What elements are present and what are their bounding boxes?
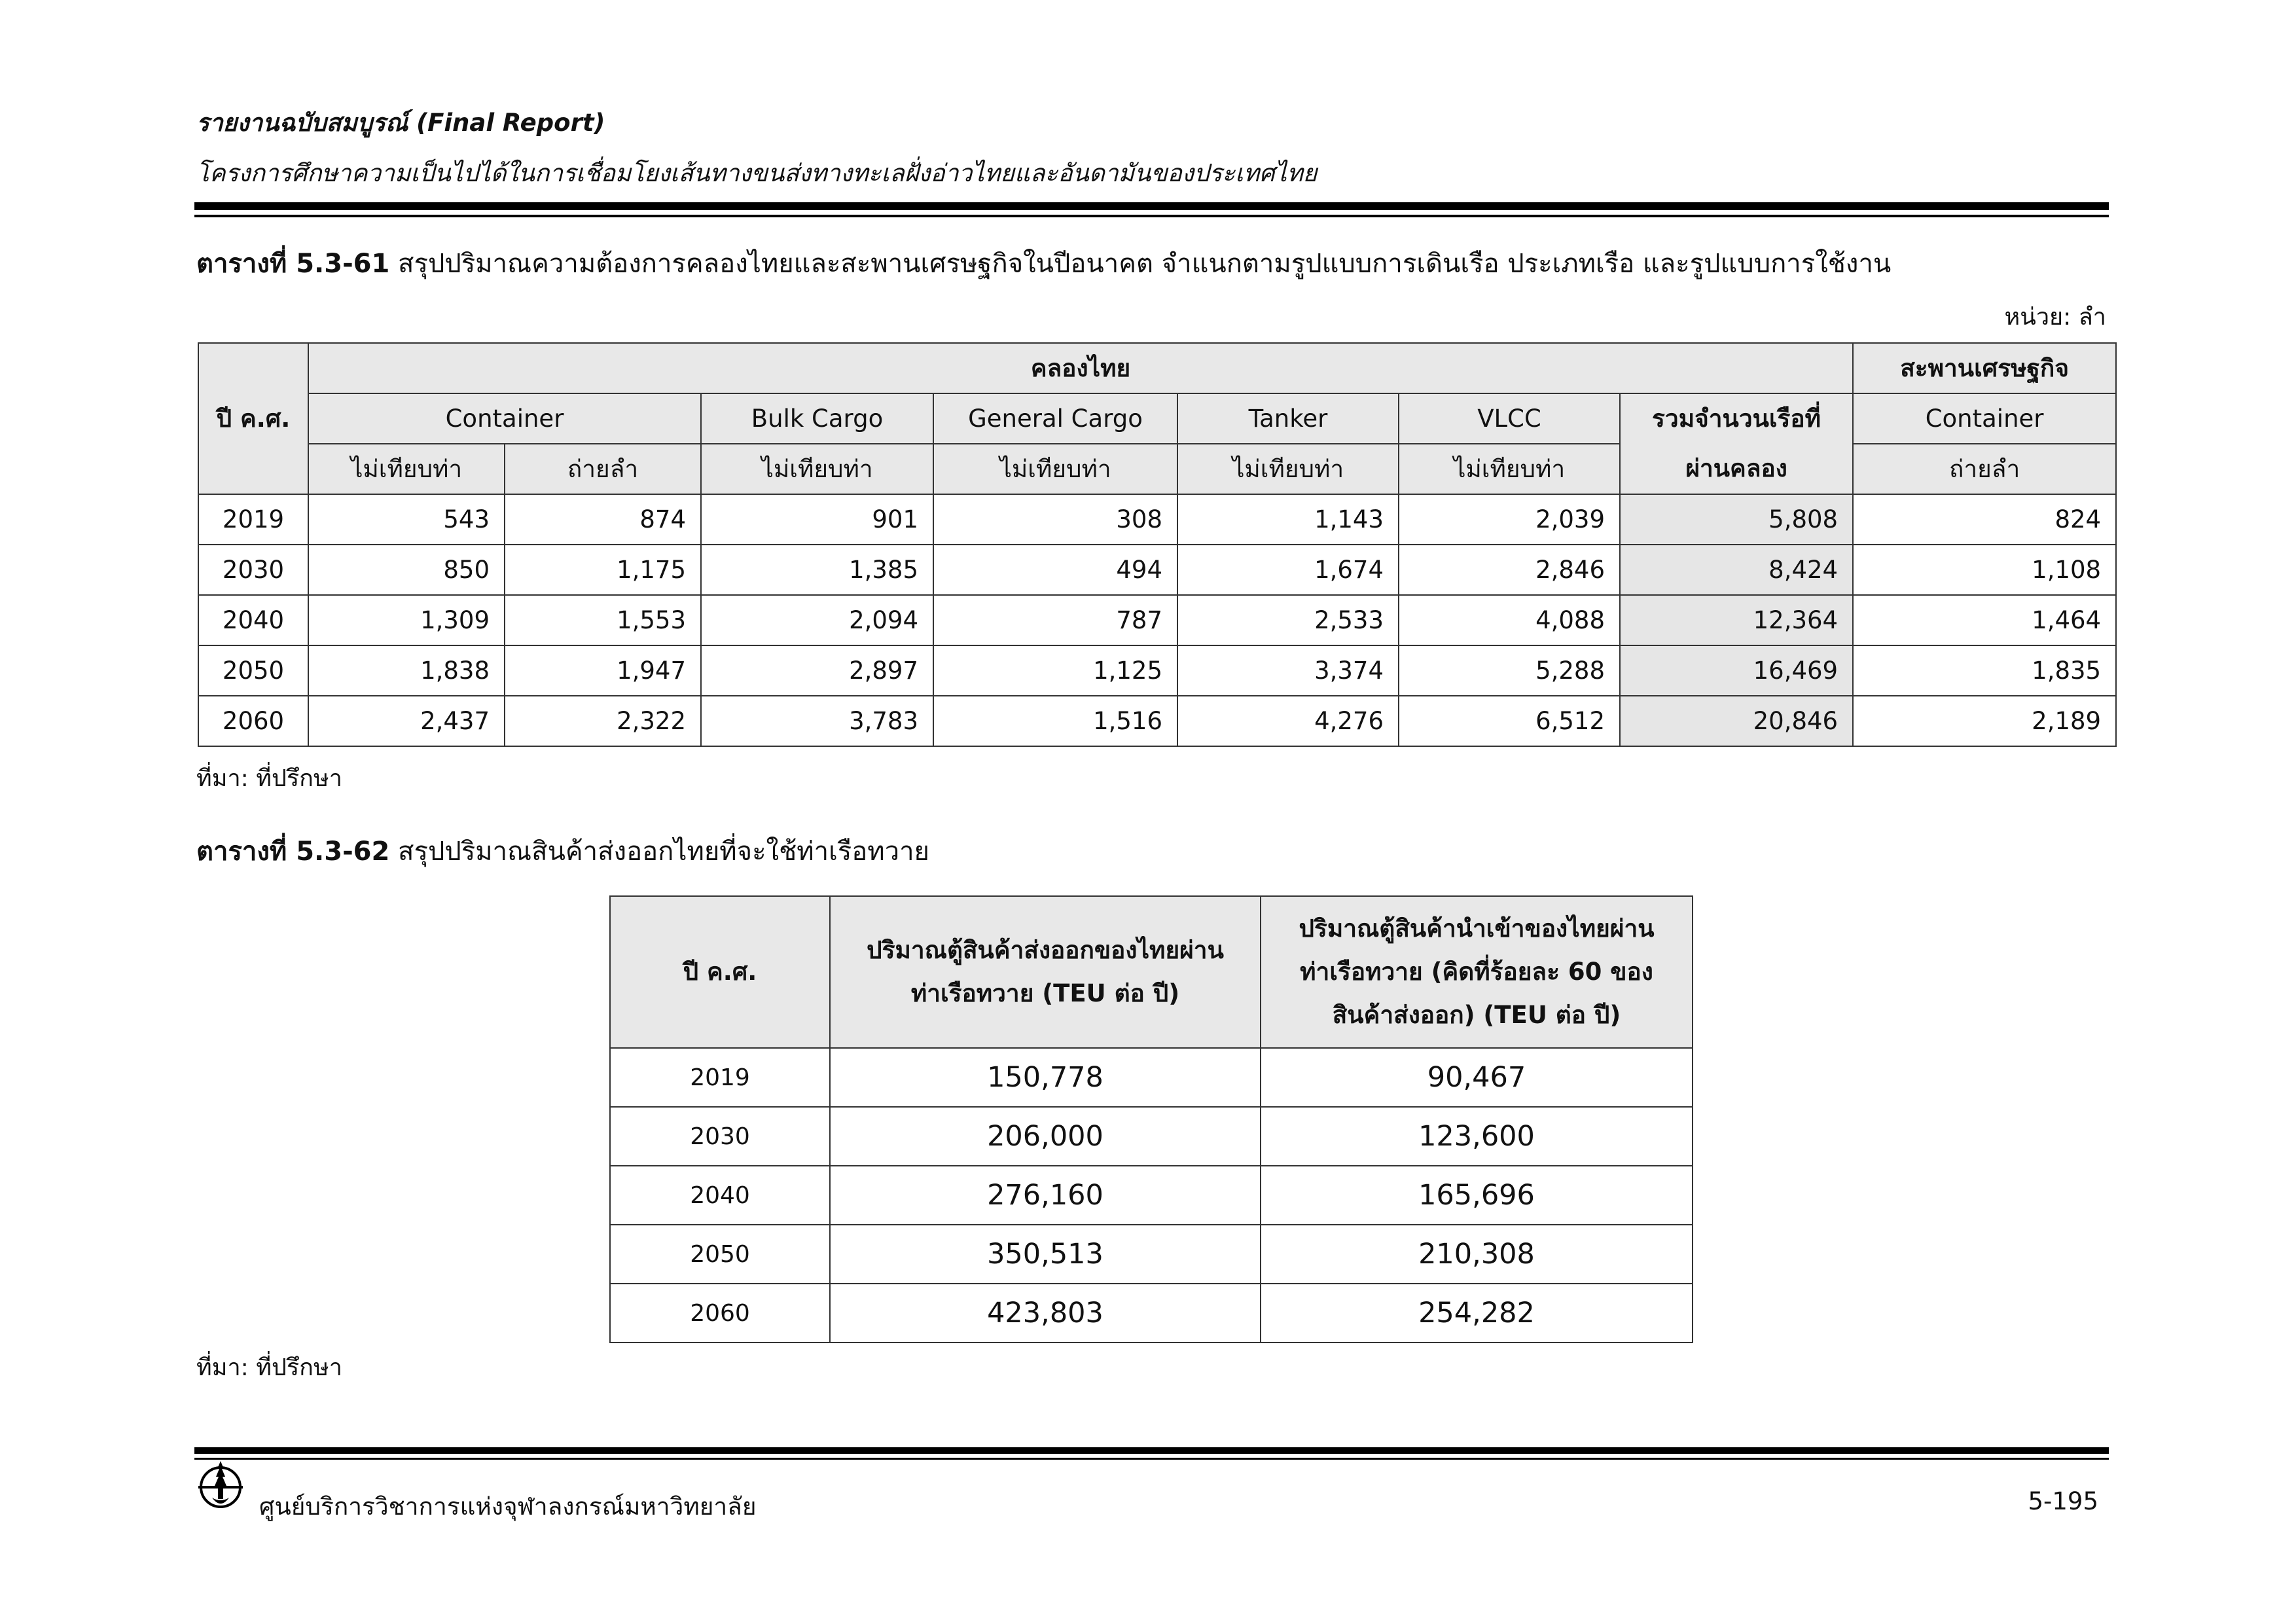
header-land-bridge: สะพานเศรษฐกิจ: [1853, 343, 2116, 393]
header-mode-no-berth: ไม่เทียบท่า: [308, 444, 505, 494]
table-row: [610, 1225, 1693, 1284]
cell-value: 1,385: [701, 545, 933, 595]
header-mode-transship: ถ่ายลำ: [1853, 444, 2116, 494]
cell-value: 1,553: [505, 595, 701, 645]
table-row: [610, 1284, 1693, 1343]
cell-total: 16,469: [1620, 645, 1853, 696]
cell-total: 12,364: [1620, 595, 1853, 645]
cell-year: 2030: [198, 545, 308, 595]
table1-caption-label: ตารางที่ 5.3-61: [196, 249, 390, 279]
table-row: [610, 1048, 1693, 1107]
cell-value: 1,309: [308, 595, 505, 645]
cell-value: 6,512: [1399, 696, 1620, 746]
cell-value: 1,125: [933, 645, 1177, 696]
table-row: [198, 645, 2116, 696]
cell-value: 2,094: [701, 595, 933, 645]
cell-value: 2,322: [505, 696, 701, 746]
header-year: ปี ค.ศ.: [610, 896, 830, 1048]
cell-value: 824: [1853, 494, 2116, 545]
cell-value: 787: [933, 595, 1177, 645]
cell-value: 4,276: [1177, 696, 1399, 746]
cell-import: 90,467: [1261, 1048, 1693, 1107]
cell-export: 206,000: [830, 1107, 1261, 1166]
cell-export: 423,803: [830, 1284, 1261, 1343]
cell-year: 2040: [610, 1166, 830, 1225]
cell-value: 1,516: [933, 696, 1177, 746]
header-vlcc: VLCC: [1399, 393, 1620, 444]
cell-year: 2040: [198, 595, 308, 645]
cell-import: 210,308: [1261, 1225, 1693, 1284]
header-bulk-cargo: Bulk Cargo: [701, 393, 933, 444]
table1-unit: หน่วย: ลำ: [2004, 304, 2106, 331]
table-row: [198, 545, 2116, 595]
table-row: [198, 696, 2116, 746]
table1-caption-text: สรุปปริมาณความต้องการคลองไทยและสะพานเศรษฐกิจในปีอนาคต จำแนกตามรูปแบบการเดินเรือ ประเภทเรือ และรูปแบบการใช้งาน: [389, 249, 1892, 279]
header-mode-no-berth: ไม่เทียบท่า: [701, 444, 933, 494]
cell-import: 254,282: [1261, 1284, 1693, 1343]
report-title: รายงานฉบับสมบูรณ์ (Final Report): [196, 109, 605, 137]
university-emblem-icon: [196, 1457, 245, 1515]
cell-value: 1,838: [308, 645, 505, 696]
header-export-teu: ปริมาณตู้สินค้าส่งออกของไทยผ่านท่าเรือทวาย (TEU ต่อ ปี): [830, 896, 1261, 1048]
cell-total: 20,846: [1620, 696, 1853, 746]
cell-export: 276,160: [830, 1166, 1261, 1225]
cell-year: 2050: [610, 1225, 830, 1284]
page-number: 5-195: [2028, 1487, 2098, 1515]
cell-value: 2,846: [1399, 545, 1620, 595]
cell-total: 8,424: [1620, 545, 1853, 595]
cell-value: 1,947: [505, 645, 701, 696]
ship-demand-table: [198, 342, 2117, 747]
cell-total: 5,808: [1620, 494, 1853, 545]
cell-value: 2,189: [1853, 696, 2116, 746]
cell-value: 5,288: [1399, 645, 1620, 696]
header-general-cargo: General Cargo: [933, 393, 1177, 444]
cell-year: 2050: [198, 645, 308, 696]
cell-value: 2,533: [1177, 595, 1399, 645]
header-mode-no-berth: ไม่เทียบท่า: [1399, 444, 1620, 494]
header-thai-canal: คลองไทย: [308, 343, 1853, 393]
header-year: ปี ค.ศ.: [198, 343, 308, 494]
footer-rule-thin: [194, 1458, 2109, 1460]
footer-rule-thick: [194, 1447, 2109, 1454]
header-container: Container: [308, 393, 701, 444]
header-bridge-container: Container: [1853, 393, 2116, 444]
cell-value: 850: [308, 545, 505, 595]
cell-year: 2019: [610, 1048, 830, 1107]
table2-caption-text: สรุปปริมาณสินค้าส่งออกไทยที่จะใช้ท่าเรือทวาย: [389, 837, 929, 867]
cell-value: 1,108: [1853, 545, 2116, 595]
dawei-port-table: [609, 895, 1693, 1343]
table1-source: ที่มา: ที่ปรึกษา: [196, 765, 342, 792]
header-total-ships: รวมจำนวนเรือที่ผ่านคลอง: [1620, 393, 1853, 494]
cell-import: 165,696: [1261, 1166, 1693, 1225]
cell-value: 1,143: [1177, 494, 1399, 545]
cell-value: 4,088: [1399, 595, 1620, 645]
cell-value: 3,374: [1177, 645, 1399, 696]
header-rule-thin: [194, 215, 2109, 217]
cell-year: 2019: [198, 494, 308, 545]
header-mode-transship: ถ่ายลำ: [505, 444, 701, 494]
header-import-teu: ปริมาณตู้สินค้านำเข้าของไทยผ่านท่าเรือทวาย (คิดที่ร้อยละ 60 ของสินค้าส่งออก) (TEU ต่อ ปี): [1261, 896, 1693, 1048]
cell-value: 1,835: [1853, 645, 2116, 696]
cell-import: 123,600: [1261, 1107, 1693, 1166]
table1-caption: [196, 242, 1891, 284]
table-row: [610, 1166, 1693, 1225]
header-mode-no-berth: ไม่เทียบท่า: [1177, 444, 1399, 494]
cell-year: 2060: [610, 1284, 830, 1343]
cell-value: 874: [505, 494, 701, 545]
cell-value: 2,039: [1399, 494, 1620, 545]
cell-year: 2030: [610, 1107, 830, 1166]
header-tanker: Tanker: [1177, 393, 1399, 444]
table-row: [198, 595, 2116, 645]
table-row: [198, 494, 2116, 545]
footer-organization: ศูนย์บริการวิชาการแห่งจุฬาลงกรณ์มหาวิทยาลัย: [259, 1492, 757, 1521]
cell-value: 1,175: [505, 545, 701, 595]
cell-value: 3,783: [701, 696, 933, 746]
table2-caption-label: ตารางที่ 5.3-62: [196, 837, 390, 867]
cell-value: 2,437: [308, 696, 505, 746]
project-subtitle: โครงการศึกษาความเป็นไปได้ในการเชื่อมโยงเส้นทางขนส่งทางทะเลฝั่งอ่าวไทยและอันดามันของประเทศไทย: [196, 159, 1318, 187]
cell-value: 901: [701, 494, 933, 545]
cell-export: 150,778: [830, 1048, 1261, 1107]
cell-value: 308: [933, 494, 1177, 545]
header-mode-no-berth: ไม่เทียบท่า: [933, 444, 1177, 494]
table2-source: ที่มา: ที่ปรึกษา: [196, 1354, 342, 1381]
cell-value: 2,897: [701, 645, 933, 696]
table-row: [610, 1107, 1693, 1166]
table2-caption: [196, 830, 929, 872]
cell-value: 1,464: [1853, 595, 2116, 645]
cell-value: 543: [308, 494, 505, 545]
cell-export: 350,513: [830, 1225, 1261, 1284]
cell-value: 494: [933, 545, 1177, 595]
cell-year: 2060: [198, 696, 308, 746]
header-rule-thick: [194, 202, 2109, 210]
cell-value: 1,674: [1177, 545, 1399, 595]
